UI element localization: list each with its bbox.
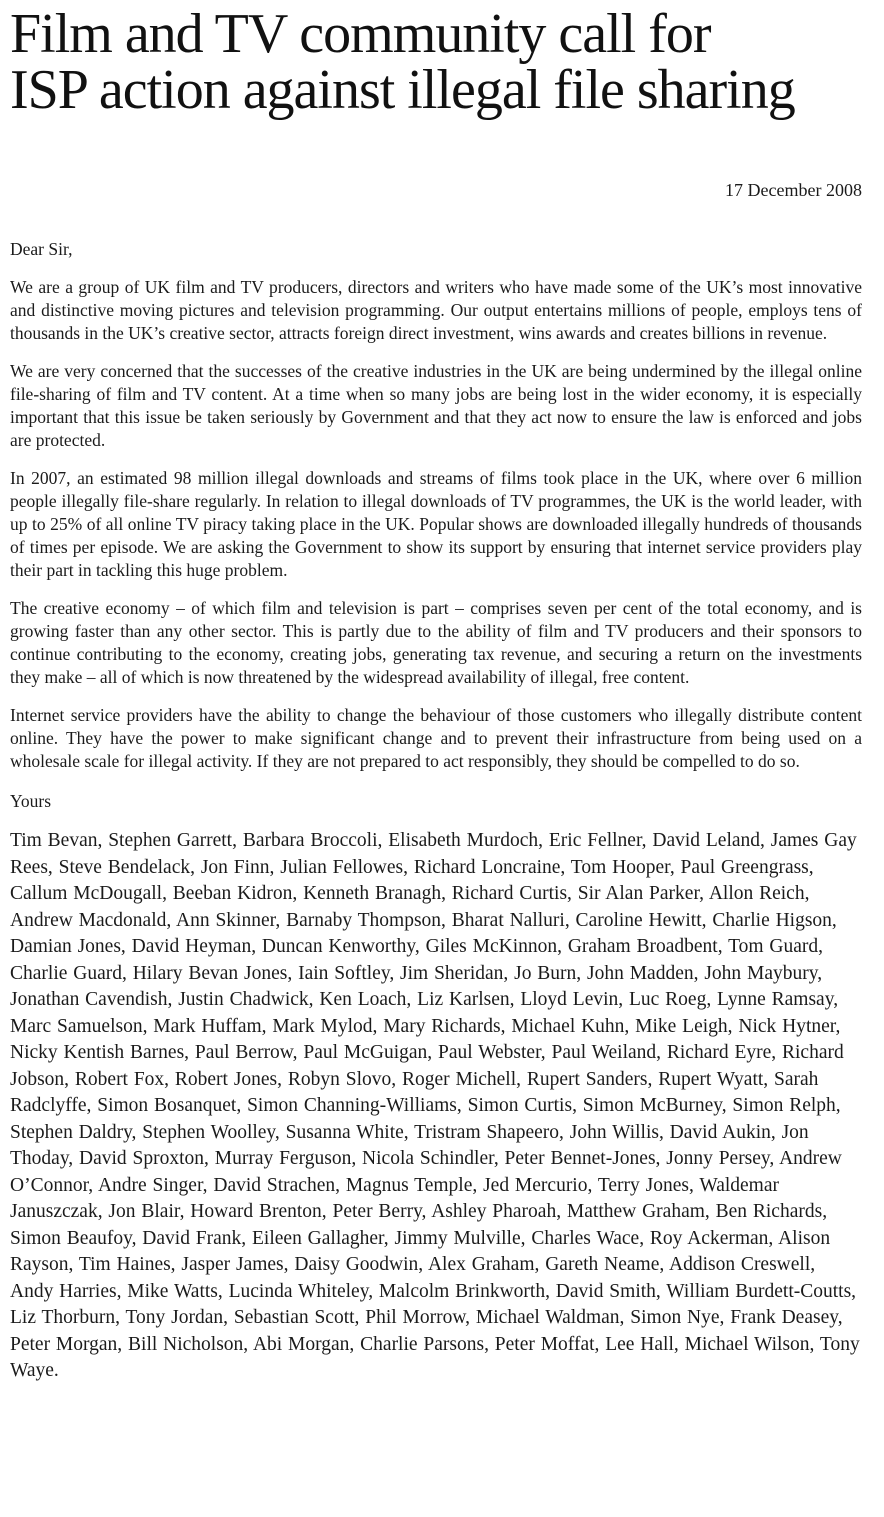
letter-title — [10, 3, 862, 121]
body-paragraph-1: We are a group of UK film and TV producers, directors and writers who have made some of the UK’s most innovative and distinctive moving pictures and television programming. Our output entertains millions of people, employs tens of thousands in the UK’s creative sector, attracts foreign direct investment, wins awards and creates billions in revenue. — [10, 277, 862, 343]
body-paragraph-4: The creative economy – of which film and television is part – comprises seven per cent of the total economy, and is growing faster than any other sector. This is partly due to the ability of film and TV producers and their sponsors to continue contributing to the economy, creating jobs, generating tax revenue, and securing a return on the investments they make – all of which is now threatened by the widespread availability of illegal, free content. — [10, 598, 862, 687]
salutation: Dear Sir, — [10, 239, 73, 259]
title-line-1: Film and TV community call for — [10, 3, 711, 65]
body-paragraph-3: In 2007, an estimated 98 million illegal downloads and streams of films took place in the UK, where over 6 million people illegally file-share regularly. In relation to illegal downloads of TV programmes, the UK is the world leader, with up to 25% of all online TV piracy taking place in the UK. Popular shows are downloaded illegally hundreds of thousands of times per episode. We are asking the Government to show its support by ensuring that internet service providers play their part in tackling this huge problem. — [10, 468, 862, 580]
title-line-2: ISP action against illegal file sharing — [10, 59, 795, 121]
signatories-list: Tim Bevan, Stephen Garrett, Barbara Broccoli, Elisabeth Murdoch, Eric Fellner, David Leland, James Gay Rees, Steve Bendelack, Jon Finn, Julian Fellowes, Richard Loncraine, Tom Hooper, Paul Greengrass, Callum McDougall, Beeban Kidron, Kenneth Branagh, Richard Curtis, Sir Alan Parker, Allon Reich, Andrew Macdonald, Ann Skinner, Barnaby Thompson, Bharat Nalluri, Caroline Hewitt, Charlie Higson, Damian Jones, David Heyman, Duncan Kenworthy, Giles McKinnon, Graham Broadbent, Tom Guard, Charlie Guard, Hilary Bevan Jones, Iain Softley, Jim Sheridan, Jo Burn, John Madden, John Maybury, Jonathan Cavendish, Justin Chadwick, Ken Loach, Liz Karlsen, Lloyd Levin, Luc Roeg, Lynne Ramsay, Marc Samuelson, Mark Huffam, Mark Mylod, Mary Richards, Michael Kuhn, Mike Leigh, Nick Hytner, Nicky Kentish Barnes, Paul Berrow, Paul McGuigan, Paul Webster, Paul Weiland, Richard Eyre, Richard Jobson, Robert Fox, Robert Jones, Robyn Slovo, Roger Michell, Rupert Sanders, Rupert Wyatt, Sarah Radclyffe, Simon Bosanquet, Simon Channing-Williams, Simon Curtis, Simon McBurney, Simon Relph, Stephen Daldry, Stephen Woolley, Susanna White, Tristram Shapeero, John Willis, David Aukin, Jon Thoday, David Sproxton, Murray Ferguson, Nicola Schindler, Peter Bennet-Jones, Jonny Persey, Andrew O’Connor, Andre Singer, David Strachen, Magnus Temple, Jed Mercurio, Terry Jones, Waldemar Januszczak, Jon Blair, Howard Brenton, Peter Berry, Ashley Pharoah, Matthew Graham, Ben Richards, Simon Beaufoy, David Frank, Eileen Gallagher, Jimmy Mulville, Charles Wace, Roy Ackerman, Alison Rayson, Tim Haines, Jasper James, Daisy Goodwin, Alex Graham, Gareth Neame, Addison Creswell, Andy Harries, Mike Watts, Lucinda Whiteley, Malcolm Brinkworth, David Smith, William Burdett-Coutts, Liz Thorburn, Tony Jordan, Sebastian Scott, Phil Morrow, Michael Waldman, Simon Nye, Frank Deasey, Peter Morgan, Bill Nicholson, Abi Morgan, Charlie Parsons, Peter Moffat, Lee Hall, Michael Wilson, Tony Waye. — [10, 830, 860, 1381]
body-paragraph-2: We are very concerned that the successes of the creative industries in the UK are being undermined by the illegal online file-sharing of film and TV content. At a time when so many jobs are being lost in the wider economy, it is especially important that this issue be taken seriously by Government and that they act now to ensure the law is enforced and jobs are protected. — [10, 361, 862, 450]
closing: Yours — [10, 791, 52, 811]
letter-body — [10, 276, 862, 773]
letter-date: 17 December 2008 — [725, 180, 862, 200]
body-paragraph-5: Internet service providers have the ability to change the behaviour of those customers who illegally distribute content online. They have the power to make significant change and to prevent their infrastructure from being used on a wholesale scale for illegal activity. If they are not prepared to act responsibly, they should be compelled to do so. — [10, 705, 862, 771]
